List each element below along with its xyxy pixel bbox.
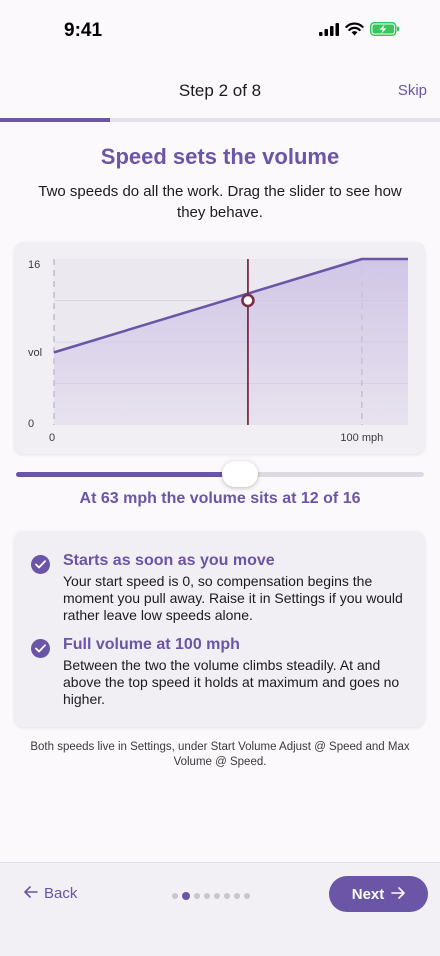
settings-footnote: Both speeds live in Settings, under Start Volume Adjust @ Speed and Max Volume @ Speed. bbox=[30, 741, 410, 768]
x-tick-label-max: 100 mph bbox=[340, 432, 384, 444]
status-time: 9:41 bbox=[64, 20, 103, 41]
page-dot bbox=[224, 893, 230, 899]
check-circle-icon bbox=[31, 555, 50, 574]
arrow-left-icon bbox=[24, 885, 38, 902]
check-circle-icon bbox=[31, 639, 50, 658]
page-dot bbox=[214, 893, 220, 899]
skip-button[interactable]: Skip bbox=[397, 82, 427, 99]
y-tick-label-3: 0 bbox=[28, 418, 35, 430]
info-body: Between the two the volume climbs steadily. At and above the top speed it holds at maximum and goes no higher. bbox=[63, 657, 400, 707]
page-indicator bbox=[172, 892, 250, 900]
info-body: Your start speed is 0, so compensation begins the moment you pull away. Raise it in Settings if you would rather leave low speeds alone. bbox=[63, 573, 403, 623]
arrow-right-icon bbox=[391, 886, 405, 903]
page-dot bbox=[172, 893, 178, 899]
wifi-icon bbox=[345, 22, 364, 36]
page-subtitle: Two speeds do all the work. Drag the slider to see how they behave. bbox=[38, 183, 402, 221]
progress-bar bbox=[0, 118, 440, 122]
volume-readout: At 63 mph the volume sits at 12 of 16 bbox=[79, 490, 361, 507]
status-bar bbox=[0, 0, 440, 64]
y-tick-label-1: 16 bbox=[28, 259, 41, 271]
slider-thumb[interactable] bbox=[222, 461, 258, 487]
page-dot bbox=[244, 893, 250, 899]
speed-slider[interactable] bbox=[16, 459, 424, 489]
back-button-label: Back bbox=[44, 885, 78, 902]
y-tick-label-2: vol bbox=[28, 347, 43, 359]
battery-charging-icon bbox=[370, 22, 400, 36]
page-dot-active bbox=[182, 892, 190, 900]
info-heading: Starts as soon as you move bbox=[63, 552, 275, 569]
volume-speed-chart bbox=[14, 242, 425, 454]
page-title: Speed sets the volume bbox=[100, 144, 340, 169]
bottom-navigation bbox=[0, 862, 440, 956]
current-speed-point bbox=[242, 295, 253, 306]
next-button[interactable] bbox=[329, 876, 428, 912]
info-heading: Full volume at 100 mph bbox=[63, 636, 240, 653]
signal-icon bbox=[319, 23, 339, 36]
onboarding-header bbox=[0, 64, 440, 118]
back-button[interactable] bbox=[24, 885, 77, 902]
page-dot bbox=[194, 893, 200, 899]
x-tick-label-start: 0 bbox=[49, 432, 56, 444]
slider-fill bbox=[16, 472, 240, 477]
info-card bbox=[14, 531, 425, 727]
progress-bar-fill bbox=[0, 118, 110, 122]
status-icons bbox=[319, 22, 400, 36]
page-dot bbox=[204, 893, 210, 899]
page-dot bbox=[234, 893, 240, 899]
step-indicator: Step 2 of 8 bbox=[178, 81, 262, 100]
volume-chart-card bbox=[14, 242, 425, 454]
next-button-label: Next bbox=[351, 885, 385, 903]
